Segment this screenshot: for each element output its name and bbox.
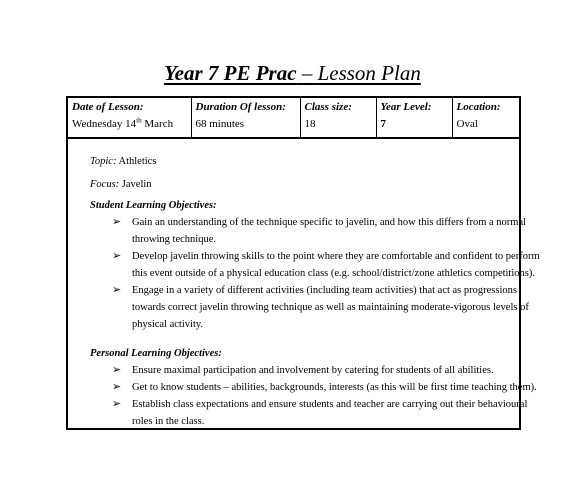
duration-label: Duration Of lesson: — [195, 101, 286, 113]
bullet-arrow-icon: ➢ — [112, 216, 122, 228]
year-level-cell — [376, 98, 452, 138]
lesson-plan-box — [66, 96, 540, 430]
objective-item — [112, 282, 529, 333]
bullet-arrow-icon: ➢ — [112, 364, 122, 376]
objective-text-line: physical activity. — [132, 319, 204, 330]
page-title — [0, 60, 585, 86]
date-value: Wednesday 14th March — [72, 116, 174, 130]
bullet-arrow-icon: ➢ — [112, 398, 122, 410]
objective-item — [112, 214, 527, 248]
date-label: Date of Lesson: — [72, 101, 144, 113]
student-objectives-heading: Student Learning Objectives: — [90, 200, 217, 211]
location-value: Oval — [456, 118, 478, 130]
date-cell — [68, 98, 191, 138]
class-size-label: Class size: — [304, 101, 352, 113]
objective-item — [112, 379, 537, 396]
objective-text-line: Get to know students – abilities, backgrounds, interests (as this will be first time teaching them). — [132, 382, 537, 393]
title-bold-part: Year 7 PE Prac — [164, 61, 297, 85]
personal-objectives-list — [90, 362, 537, 430]
focus-label: Focus: — [90, 179, 120, 190]
duration-value: 68 minutes — [195, 118, 245, 130]
bullet-arrow-icon: ➢ — [112, 250, 122, 262]
objective-text-line: Develop javelin throwing skills to the point where they are comfortable and confident to perform — [132, 251, 540, 262]
objective-text-line: throwing technique. — [132, 234, 216, 245]
topic-line — [90, 153, 510, 170]
objective-item — [112, 362, 510, 379]
year-level-value: 7 — [380, 118, 386, 130]
lesson-info-table — [68, 98, 519, 139]
year-level-label: Year Level: — [380, 101, 432, 113]
title-separator: – — [296, 61, 318, 85]
objective-item — [112, 396, 528, 430]
class-size-cell — [300, 98, 376, 138]
objective-text-line: Ensure maximal participation and involvement by catering for students of all abilities. — [132, 365, 494, 376]
focus-line — [90, 176, 510, 193]
location-label: Location: — [456, 101, 501, 113]
objective-text-line: this event outside of a physical education class (e.g. school/district/zone athletics competitions). — [132, 268, 535, 279]
location-cell — [452, 98, 519, 138]
objective-item — [112, 248, 540, 282]
objective-text-line: roles in the class. — [132, 416, 205, 427]
duration-cell — [191, 98, 300, 138]
objective-text-line: Establish class expectations and ensure students and teacher are carrying out their behavioural — [132, 399, 528, 410]
lesson-content — [90, 153, 540, 430]
title-normal-part: Lesson Plan — [317, 61, 421, 85]
objective-text-line: Gain an understanding of the technique specific to javelin, and how this differs from a normal — [132, 217, 527, 228]
class-size-value: 18 — [304, 118, 316, 130]
bullet-arrow-icon: ➢ — [112, 381, 122, 393]
objective-text-line: towards correct javelin throwing technique as well as maintaining moderate-vigorous levels of — [132, 302, 529, 313]
topic-label: Topic: — [90, 156, 117, 167]
topic-value: Athletics — [116, 156, 157, 167]
bullet-arrow-icon: ➢ — [112, 284, 122, 296]
objective-text-line: Engage in a variety of different activities (including team activities) that act as progressions — [132, 285, 517, 296]
personal-objectives-heading: Personal Learning Objectives: — [90, 348, 222, 359]
focus-value: Javelin — [119, 179, 152, 190]
student-objectives-list — [90, 214, 540, 333]
